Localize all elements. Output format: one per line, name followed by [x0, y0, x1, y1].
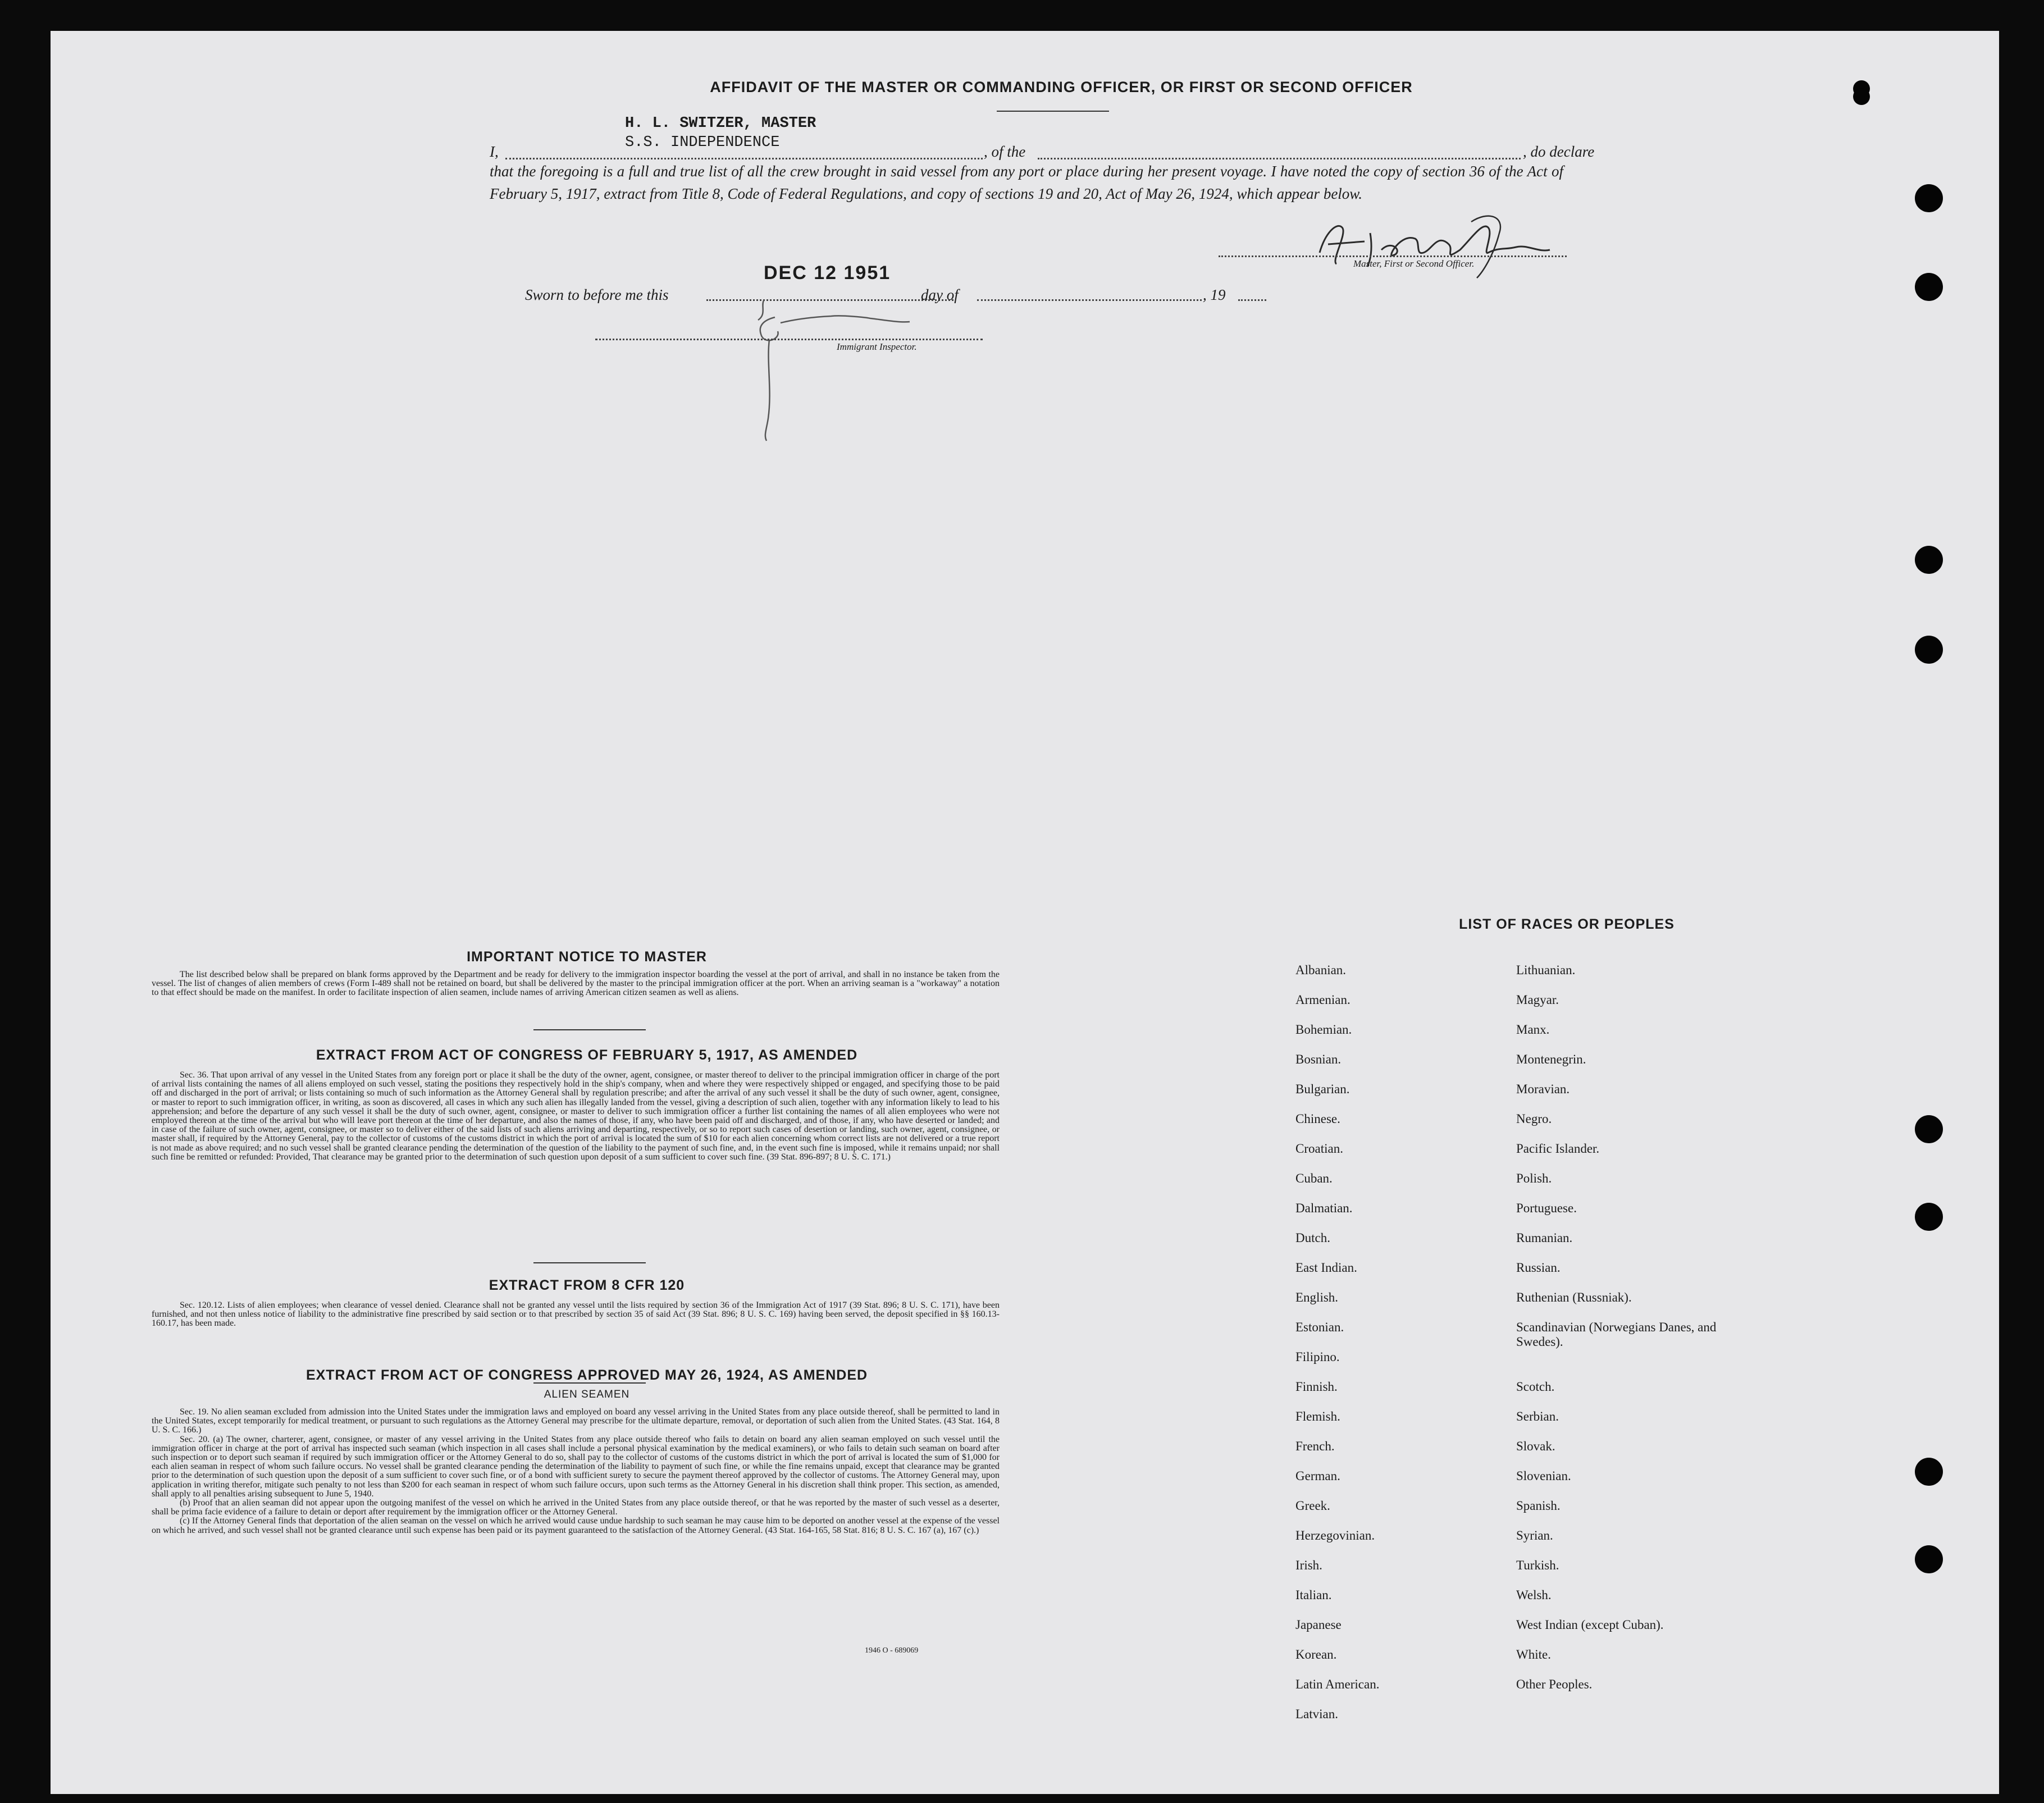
race-item: Montenegrin.	[1516, 1052, 1586, 1066]
inspector-caption: Immigrant Inspector.	[837, 341, 917, 352]
vessel-name-line[interactable]	[1038, 158, 1521, 159]
race-item: Magyar.	[1516, 993, 1559, 1007]
races-title: LIST OF RACES OR PEOPLES	[1459, 916, 1675, 932]
extract-1917-body: Sec. 36. That upon arrival of any vessel in the United States from any foreign port or place it shall be the duty of the owner, agent, consignee, or master thereof to deliver to the principal immigration officer in charge of the port of arrival lists containing the names of all aliens employed on such vessel, stating the positions they respectively hold in the ship's company, when and where they were respectively shipped or engaged, and specifying those to be paid off and discharged in the port of arrival; or lists containing so much of such information as the Attorney General shall by regulation prescribe; and after the arrival of any such vessel it shall be the duty of such owner, agent, consignee, or master to report to such immigration officer, in writing, as soon as discovered, all cases in which any such alien has illegally landed from the vessel, giving a description of such alien, together with any information likely to lead to his apprehension; and before the departure of any such vessel it shall be the duty of such owner, agent, consignee, or master to deliver to such immigration officer a further list containing the names of all alien employees who were not employed thereon at the time of the arrival but who will leave port thereon at the time of her departure, and also the names of those, if any, who have been paid off and discharged, and of those, if any, who have deserted or landed; and in case of the failure of such owner, agent, consignee, or master so to deliver either of the said lists of such aliens arriving and departing, respectively, or so to report such cases of desertion or landing, such owner, agent, consignee, or master shall, if required by the Attorney General, pay to the collector of customs of the customs district in which the port of arrival is located the sum of $10 for each alien concerning whom correct lists are not delivered or a true report is not made as above required; and no such vessel shall be granted clearance pending the determination of the question of the liability to the payment of such fine, and, in the event such fine is imposed, while it remains unpaid; nor shall such fine be remitted or refunded: Provided, That clearance may be granted prior to the determination of such question upon deposit of a sum sufficient to cover such fine. (39 Stat. 896-897; 8 U. S. C. 171.)	[152, 1070, 1000, 1162]
sworn-prefix: Sworn to before me this	[525, 286, 669, 303]
races-right-column	[1516, 963, 1752, 1707]
race-item: Turkish.	[1516, 1558, 1559, 1572]
binder-hole	[1853, 88, 1870, 105]
race-item: Pacific Islander.	[1516, 1142, 1600, 1156]
race-item: English.	[1295, 1290, 1339, 1304]
binder-hole	[1915, 546, 1943, 574]
race-item: Slovak.	[1516, 1439, 1555, 1453]
race-item: Estonian.	[1295, 1320, 1344, 1334]
binder-hole	[1915, 184, 1943, 212]
extract-1917-divider	[533, 1262, 646, 1263]
notice-title: IMPORTANT NOTICE TO MASTER	[467, 949, 707, 965]
master-signature-line[interactable]	[1219, 255, 1567, 257]
form-page	[51, 31, 1999, 1794]
sworn-year: , 19	[1203, 286, 1226, 303]
race-item: Scandinavian (Norwegians Danes, and Swedes).	[1516, 1320, 1717, 1349]
race-item: Welsh.	[1516, 1588, 1552, 1602]
extract-1917-title: EXTRACT FROM ACT OF CONGRESS OF FEBRUARY 5, 1917, AS AMENDED	[316, 1047, 858, 1063]
notice-body: The list described below shall be prepared on blank forms approved by the Department and be ready for delivery to the immigration inspector boarding the vessel at the port of arrival, and shall in no instance be taken from the vessel. The list of changes of alien members of crews (Form I-489 shall not be retained on board, but shall be delivered by the master to the principal immigration officer at the port. When an arriving seaman is a "workaway" a notation to that effect should be made on the manifest. In order to facilitate inspection of alien seamen, include names of arriving American citizen seamen as well as aliens.	[152, 970, 1000, 998]
notice-divider	[533, 1029, 646, 1030]
races-left-column	[1295, 963, 1509, 1737]
extract-1924-body	[152, 1408, 1000, 1535]
race-item: Filipino.	[1295, 1350, 1340, 1364]
binder-hole	[1915, 636, 1943, 664]
extract-cfr-body: Sec. 120.12. Lists of alien employees; when clearance of vessel denied. Clearance shall not be granted any vessel until the lists required by section 36 of the Immigration Act of 1917 (39 Stat. 896; 8 U. S. C. 171), have been furnished, and not then unless notice of liability to the administrative fine prescribed by said section or to that prescribed by section 35 of said Act (39 Stat. 896; 8 U. S. C. 169) having been served, the deposit specified in §§ 160.13-160.17, has been made.	[152, 1300, 1000, 1329]
race-item: Portuguese.	[1516, 1201, 1577, 1215]
race-item: Ruthenian (Russniak).	[1516, 1290, 1632, 1304]
declare-i-label: I,	[490, 143, 499, 160]
race-item: East Indian.	[1295, 1261, 1357, 1275]
date-stamp: DEC 12 1951	[764, 262, 891, 284]
race-item: Other Peoples.	[1516, 1677, 1593, 1691]
affidavit-title: AFFIDAVIT OF THE MASTER OR COMMANDING OFFICER, OR FIRST OR SECOND OFFICER	[710, 79, 1413, 95]
sworn-month-line[interactable]	[977, 299, 1202, 301]
binder-hole	[1915, 1545, 1943, 1573]
race-item: Latvian.	[1295, 1707, 1338, 1721]
race-item	[1516, 1350, 1752, 1380]
race-item: French.	[1295, 1439, 1335, 1453]
master-caption: Master, First or Second Officer.	[1353, 258, 1475, 269]
extract-1924-sec20c: (c) If the Attorney General finds that deportation of the alien seaman on the vessel on which he arrived would cause undue hardship to such seaman he may cause him to be deported on another vessel at the expense of the vessel on which he arrived, and such vessel shall not be granted clearance until such expense has been paid or its payment guaranteed to the satisfaction of the Attorney General. (43 Stat. 164-165, 58 Stat. 816; 8 U. S. C. 167 (a), 167 (c).)	[152, 1516, 1000, 1535]
inspector-signature	[696, 278, 932, 446]
race-item: Cuban.	[1295, 1171, 1333, 1185]
race-item: White.	[1516, 1647, 1551, 1662]
race-item: Croatian.	[1295, 1142, 1343, 1156]
race-item: Scotch.	[1516, 1380, 1555, 1394]
race-item: Dutch.	[1295, 1231, 1330, 1245]
binder-hole	[1915, 1115, 1943, 1143]
race-item: Russian.	[1516, 1261, 1561, 1275]
sworn-day-of: day of	[921, 286, 959, 303]
race-item: Albanian.	[1295, 963, 1347, 977]
extract-cfr-title: EXTRACT FROM 8 CFR 120	[489, 1277, 685, 1293]
inspector-signature-line[interactable]	[595, 339, 983, 340]
race-item: Bohemian.	[1295, 1023, 1352, 1037]
print-code: 1946 O - 689069	[865, 1646, 919, 1655]
race-item: Manx.	[1516, 1023, 1550, 1037]
binder-hole	[1915, 1458, 1943, 1486]
race-item: Moravian.	[1516, 1082, 1570, 1096]
declare-end-label: , do declare	[1523, 143, 1595, 160]
race-item: Latin American.	[1295, 1677, 1380, 1691]
master-name-line[interactable]	[505, 158, 983, 159]
race-item: Korean.	[1295, 1647, 1337, 1662]
race-item: Spanish.	[1516, 1499, 1561, 1513]
race-item: West Indian (except Cuban).	[1516, 1618, 1664, 1632]
binder-hole	[1915, 1203, 1943, 1231]
race-item: Armenian.	[1295, 993, 1350, 1007]
race-item: German.	[1295, 1469, 1340, 1483]
race-item: Rumanian.	[1516, 1231, 1573, 1245]
race-item: Slovenian.	[1516, 1469, 1571, 1483]
extract-1924-sec20a: Sec. 20. (a) The owner, charterer, agent, consignee, or master of any vessel arriving in the United States from any place outside thereof who fails to detain on board any alien seaman employed on such vessel until the immigration officer in charge at the port of arrival has inspected such seaman (which inspection in all cases shall include a personal physical examination by the medical examiners), or who fails to detain such seaman on board after such inspection or to deport such seaman if required by such immigration officer or the Attorney General to do so, shall pay to the collector of customs of the customs district in which the port of arrival is located the sum of $1,000 for each alien seaman in respect of whom such failure occurs. No vessel shall be granted clearance pending the determination of the liability to payment of such fine, or while the fine remains unpaid, except that clearance may be granted prior to the determination of such question upon the deposit of a sum sufficient to cover such fine, or of a bond with sufficient surety to secure the payment thereof approved by the collector of customs. The Attorney General may, upon application in writing therefor, mitigate such penalty to not less than $200 for each seaman in respect of whom such failure occurs, upon such terms as the Attorney General in his discretion shall think proper. This section, as amended, shall apply to all penalties arising subsequent to June 5, 1940.	[152, 1434, 1000, 1499]
race-item: Syrian.	[1516, 1528, 1553, 1542]
race-item: Finnish.	[1295, 1380, 1338, 1394]
typed-master-name: H. L. SWITZER, MASTER	[625, 115, 816, 132]
binder-hole	[1915, 273, 1943, 301]
sworn-year-line[interactable]	[1238, 299, 1266, 301]
race-item: Serbian.	[1516, 1409, 1559, 1423]
race-item: Irish.	[1295, 1558, 1322, 1572]
race-item: Greek.	[1295, 1499, 1330, 1513]
extract-1924-sec20b: (b) Proof that an alien seaman did not appear upon the outgoing manifest of the vessel on which he arrived in the United States from any place outside thereof, or that he was reported by the master of such vessel as a deserter, shall be prima facie evidence of a failure to detain or deport after requirement by the immigration officer or the Attorney General.	[152, 1498, 1000, 1517]
declare-of-the-label: , of the	[984, 143, 1026, 160]
typed-vessel-name: S.S. INDEPENDENCE	[625, 134, 780, 151]
race-item: Lithuanian.	[1516, 963, 1576, 977]
master-signature	[1303, 199, 1567, 284]
title-underline	[997, 111, 1109, 112]
race-item: Chinese.	[1295, 1112, 1340, 1126]
extract-1924-title: EXTRACT FROM ACT OF CONGRESS APPROVED MAY 26, 1924, AS AMENDED	[305, 1367, 868, 1383]
race-item: Bosnian.	[1295, 1052, 1342, 1066]
race-item: Italian.	[1295, 1588, 1332, 1602]
race-item: Flemish.	[1295, 1409, 1340, 1423]
race-item: Polish.	[1516, 1171, 1552, 1185]
extract-1924-sec19: Sec. 19. No alien seaman excluded from admission into the United States under the immigration laws and employed on board any vessel arriving in the United States from any place outside thereof, shall be permitted to land in the United States, except temporarily for medical treatment, or pursuant to such regulations as the Attorney General may prescribe for the ultimate departure, removal, or deportation of such alien from the United States. (43 Stat. 164, 8 U. S. C. 166.)	[152, 1407, 1000, 1435]
race-item: Negro.	[1516, 1112, 1552, 1126]
race-item: Dalmatian.	[1295, 1201, 1353, 1215]
declaration-text: that the foregoing is a full and true list of all the crew brought in said vessel from any port or place during her present voyage. I have noted the copy of section 36 of the Act of February 5, 1917, extract from Title 8, Code of Federal Regulations, and copy of sections 19 and 20, Act of May 26, 1924, which appear below.	[490, 163, 1563, 202]
extract-1924-subtitle: ALIEN SEAMEN	[544, 1389, 630, 1400]
race-item: Bulgarian.	[1295, 1082, 1350, 1096]
race-item: Herzegovinian.	[1295, 1528, 1375, 1542]
race-item: Japanese	[1295, 1618, 1342, 1632]
